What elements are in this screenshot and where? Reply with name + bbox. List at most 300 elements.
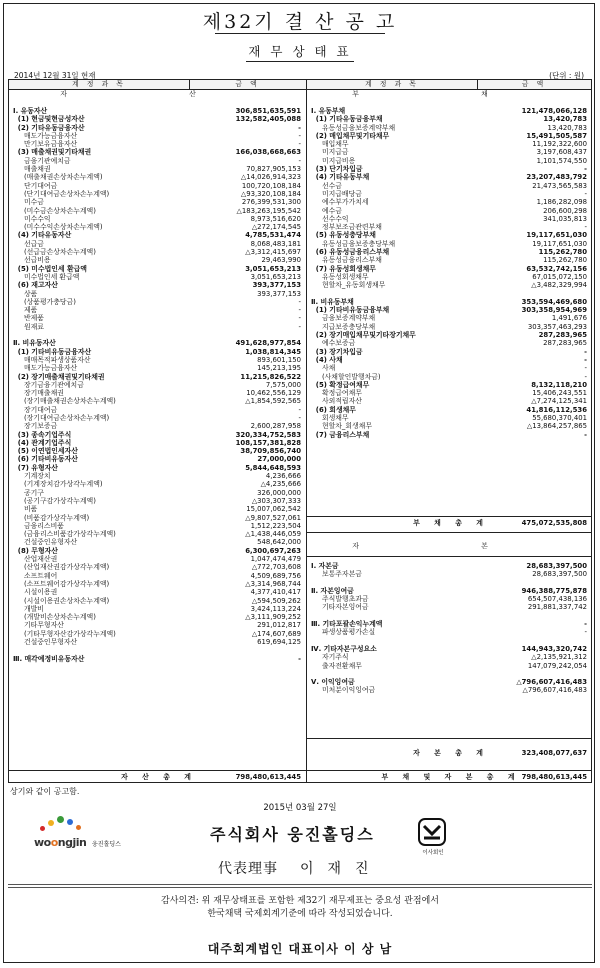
equity-account-name: Ⅰ. 자본금 <box>311 562 339 570</box>
left-account-name: (6) 기타비유동자산 <box>13 455 78 464</box>
company-seal-icon <box>418 818 446 846</box>
right-account-name: 현할차_유동회생채무 <box>311 281 386 290</box>
left-amount: 8,068,483,181 <box>250 239 301 248</box>
left-account-name: (매출채권손상차손누계액) <box>13 173 103 182</box>
left-amount: - <box>298 140 301 149</box>
left-row <box>13 290 305 298</box>
left-row <box>13 298 305 306</box>
left-account-name: 기타무형자산 <box>13 621 64 630</box>
right-amount: △7,274,125,341 <box>531 397 587 406</box>
right-row <box>311 422 591 430</box>
left-row <box>13 381 305 389</box>
left-account-name: 개발비 <box>13 604 44 613</box>
left-row <box>13 431 305 439</box>
equity-amount: 291,881,337,742 <box>527 603 587 612</box>
equity-amount: 946,388,775,878 <box>521 586 587 595</box>
left-account-name: (2) 장기매출채권및기타채권 <box>13 372 105 381</box>
right-row <box>311 148 591 156</box>
left-account-name: (기타무형자산감가상각누계액) <box>13 629 116 638</box>
left-account-name: 비품 <box>13 505 38 514</box>
right-row <box>311 364 591 372</box>
asset-total-value: 798,480,613,445 <box>235 773 301 781</box>
right-account-name: 현할차_회생채무 <box>311 422 372 431</box>
right-row <box>311 281 591 289</box>
right-row <box>311 215 591 223</box>
left-row <box>13 148 305 156</box>
left-row <box>13 215 305 223</box>
left-account-name: 매도가능금융자산 <box>13 131 78 140</box>
right-account-name: (2) 장기매입채무및기타장기채무 <box>311 331 416 340</box>
right-account-name: 유동성금융리스부채 <box>311 256 382 265</box>
left-amount: 491,628,977,854 <box>235 339 301 348</box>
equity-row <box>311 628 591 636</box>
divider-1 <box>8 884 592 885</box>
left-amount: 4,236,666 <box>265 472 301 481</box>
left-account-name: 금융리스비품 <box>13 521 64 530</box>
left-amount: - <box>298 314 301 323</box>
left-account-name: (6) 재고자산 <box>13 281 58 290</box>
left-account-name: (4) 관계기업주식 <box>13 438 72 447</box>
asset-total-row <box>13 772 305 782</box>
left-amount: 6,300,697,263 <box>245 546 301 555</box>
left-row <box>13 605 305 613</box>
equity-account-name: 보통주자본금 <box>311 570 362 579</box>
audit-line-1: 감사의견: 위 재무상태표를 포함한 제32기 재무제표는 중요성 관점에서 <box>161 896 439 906</box>
liab-total-top-line <box>307 516 591 517</box>
left-row <box>13 364 305 372</box>
left-amount: - <box>298 123 301 132</box>
equity-amount: △796,607,416,483 <box>516 678 587 687</box>
left-account-name: (개발비손상차손누계액) <box>13 613 96 622</box>
left-amount: - <box>298 131 301 140</box>
left-account-name: (3) 종속기업주식 <box>13 430 72 439</box>
left-account-name: (금융리스비품감가상각누계액) <box>13 530 116 539</box>
left-account-name: 소프트웨어 <box>13 571 58 580</box>
right-amount: 15,491,505,587 <box>526 131 587 140</box>
right-row <box>311 115 591 123</box>
left-account-name: (4) 기타유동자산 <box>13 231 72 240</box>
right-account-name: 유동성회생채무 <box>311 272 369 281</box>
left-account-name: 선급금 <box>13 239 44 248</box>
left-amount: △1,438,446,059 <box>245 530 301 539</box>
right-account-name: 미지급비용 <box>311 156 356 165</box>
left-row <box>13 124 305 132</box>
right-account-name: (사채할인발행차금) <box>311 372 381 381</box>
left-account-name: 공기구 <box>13 488 44 497</box>
right-account-name: 예수부가가치세 <box>311 198 369 207</box>
liabilities-total-value: 475,072,535,808 <box>521 519 587 527</box>
right-amount: 63,532,742,156 <box>526 264 587 273</box>
right-account-name: 미지급배당금 <box>311 189 362 198</box>
left-row <box>13 497 305 505</box>
left-amount: - <box>298 322 301 331</box>
right-amount: 3,197,608,437 <box>536 148 587 157</box>
right-row <box>311 406 591 414</box>
left-account-name: 시설이용권 <box>13 588 58 597</box>
balance-sheet-table <box>8 79 592 783</box>
right-account-name: (5) 확정급여채무 <box>311 380 370 389</box>
left-amount: 1,038,814,345 <box>245 347 301 356</box>
left-amount: 11,215,826,522 <box>240 372 301 381</box>
left-amount: 548,642,000 <box>257 538 301 547</box>
liabilities-total-label: 부 채 총 계 <box>413 519 489 527</box>
left-row <box>13 207 305 215</box>
left-account-name: (기계장치감가상각누계액) <box>13 480 103 489</box>
left-row <box>13 480 305 488</box>
left-amount: - <box>298 297 301 306</box>
right-account-name: (1) 기타비유동금융부채 <box>311 306 390 315</box>
equity-row <box>311 686 591 694</box>
equity-amount: △2,135,921,312 <box>531 653 587 662</box>
left-amount: 4,785,531,474 <box>245 231 301 240</box>
left-account-name: 상품 <box>13 289 38 298</box>
left-account-name: 원재료 <box>13 322 44 331</box>
left-account-name: (시설이용권손상차손누계액) <box>13 596 110 605</box>
liab-equity-total-label: 부 채 및 자 본 총 계 <box>381 773 521 781</box>
left-account-name: 만기보유금융자산 <box>13 140 78 149</box>
equity-row <box>311 603 591 611</box>
equity-account-name: Ⅳ. 기타자본구성요소 <box>311 644 377 653</box>
right-account-name: (6) 회생채무 <box>311 405 356 414</box>
right-amount: 11,192,322,600 <box>532 140 587 149</box>
left-account-name: (5) 이연법인세자산 <box>13 447 78 456</box>
right-account-name: 확정급여채무 <box>311 389 362 398</box>
right-account-name: 매입채무 <box>311 140 349 149</box>
left-row <box>13 397 305 405</box>
equity-account-name: 미처분이익잉여금 <box>311 686 376 695</box>
left-row <box>13 273 305 281</box>
equity-account-name: Ⅱ. 자본잉여금 <box>311 586 354 595</box>
left-row <box>13 505 305 513</box>
right-row <box>311 348 591 356</box>
left-account-name: (단기대여금손상차손누계액) <box>13 189 110 198</box>
title-underline <box>215 33 385 34</box>
right-account-name: (4) 기타유동부채 <box>311 173 370 182</box>
left-account-name: (장기매출채권손상차손누계액) <box>13 397 116 406</box>
left-account-name: Ⅱ. 비유동자산 <box>13 339 56 348</box>
left-amount: 393,377,153 <box>252 281 301 290</box>
center-divider <box>306 80 307 782</box>
equity-column <box>311 562 591 695</box>
notice-title: 제32기 결 산 공 고 <box>202 11 398 33</box>
liab-total-bottom-line <box>307 532 591 533</box>
left-amount: △3,111,909,252 <box>245 613 301 622</box>
right-row <box>311 273 591 281</box>
left-account-name: (미수수익손상차손누계액) <box>13 223 103 232</box>
seal-label: 이사회인 <box>422 850 444 856</box>
left-account-name: Ⅰ. 유동자산 <box>13 107 48 115</box>
left-amount: 1,047,474,479 <box>250 555 301 564</box>
right-row <box>311 298 591 306</box>
left-amount: 291,012,817 <box>257 621 301 630</box>
left-amount: - <box>298 156 301 165</box>
left-row <box>13 190 305 198</box>
right-account-name: 금융보증계약부채 <box>311 314 376 323</box>
left-amount: 15,007,062,542 <box>246 505 301 514</box>
equity-row <box>311 653 591 661</box>
left-row <box>13 580 305 588</box>
right-amount: - <box>584 364 587 373</box>
right-amount: 41,816,112,536 <box>526 405 587 414</box>
left-row <box>13 522 305 530</box>
equity-total-top-line <box>307 738 591 739</box>
left-account-name: 기계장치 <box>13 472 51 481</box>
right-account-name: Ⅰ. 유동부채 <box>311 107 346 115</box>
left-amount: 1,512,223,504 <box>250 521 301 530</box>
right-row <box>311 240 591 248</box>
equity-total-value: 323,408,077,637 <box>521 749 587 757</box>
right-row <box>311 290 591 298</box>
liabilities-column <box>311 107 591 439</box>
left-row <box>13 422 305 430</box>
logo-company-name: 웅진홀딩스 <box>92 841 121 848</box>
left-row <box>13 439 305 447</box>
left-row <box>13 281 305 289</box>
right-amount: 1,186,282,098 <box>536 198 587 207</box>
header-account-left: 계 정 과 목 <box>72 80 126 88</box>
left-amount: △14,026,914,323 <box>240 173 301 182</box>
header-divider-left <box>189 80 190 89</box>
woongjin-logo <box>34 816 154 856</box>
left-account-name: 미수법인세 환급액 <box>13 272 80 281</box>
right-amount: 13,420,783 <box>543 115 587 124</box>
left-amount: 145,213,195 <box>257 364 301 373</box>
left-amount: △9,807,527,061 <box>245 513 301 522</box>
left-row <box>13 638 305 646</box>
right-account-name: (1) 기타유동금융부채 <box>311 115 383 124</box>
right-account-name: 선수금 <box>311 181 342 190</box>
left-amount: - <box>298 654 301 663</box>
left-account-name: 단기대여금 <box>13 181 58 190</box>
equity-row <box>311 670 591 678</box>
left-row <box>13 240 305 248</box>
notice-text: 상기와 같이 공고함. <box>10 787 80 796</box>
left-amount: 4,377,410,417 <box>250 588 301 597</box>
left-row <box>13 256 305 264</box>
left-account-name: (공기구감가상각누계액) <box>13 496 96 505</box>
equity-account-name: 기타자본잉여금 <box>311 603 369 612</box>
left-row <box>13 331 305 339</box>
left-account-name: 장기보증금 <box>13 422 58 431</box>
right-account-name: (5) 유동성충당부채 <box>311 231 376 240</box>
left-row <box>13 231 305 239</box>
left-amount: 619,694,125 <box>257 638 301 646</box>
equity-top-line <box>307 556 591 557</box>
equity-account-name: Ⅴ. 이익잉여금 <box>311 678 355 687</box>
left-account-name: (소프트웨어감가상각누계액) <box>13 579 110 588</box>
left-account-name: (상품평가충당금) <box>13 297 76 306</box>
left-account-name: 제품 <box>13 306 38 315</box>
left-amount: 132,582,405,088 <box>235 115 301 124</box>
left-row <box>13 588 305 596</box>
left-row <box>13 314 305 322</box>
liabilities-section-label: 부 채 <box>352 90 548 98</box>
right-row <box>311 314 591 322</box>
right-account-name: 지급보증충당부채 <box>311 322 376 331</box>
left-row <box>13 489 305 497</box>
left-amount: 29,463,990 <box>261 256 301 265</box>
right-account-name: 사외적립자산 <box>311 397 362 406</box>
left-account-name: Ⅲ. 매각예정비유동자산 <box>13 654 85 663</box>
left-amount: 320,334,752,583 <box>235 430 301 439</box>
equity-amount: 654,507,438,136 <box>527 595 587 604</box>
asset-total-label: 자 산 총 계 <box>121 773 197 781</box>
left-row <box>13 621 305 629</box>
right-account-name: 유동성금융보증계약부채 <box>311 123 396 132</box>
left-account-name: 건설중인유형자산 <box>13 538 78 547</box>
right-account-name: 예수보증금 <box>311 339 356 348</box>
equity-account-name: 출자전환채무 <box>311 661 362 670</box>
left-row <box>13 646 305 654</box>
right-amount: 287,283,965 <box>538 331 587 340</box>
rep-title: 代表理事 <box>218 861 278 877</box>
left-account-name: 장기대여금 <box>13 405 58 414</box>
left-amount: 100,720,108,184 <box>241 181 301 190</box>
right-account-name: (3) 단기차입금 <box>311 165 363 174</box>
right-row <box>311 339 591 347</box>
right-amount: 115,262,780 <box>538 248 587 257</box>
left-amount: △183,263,195,542 <box>236 206 301 215</box>
left-account-name: 매매목적파생상품자산 <box>13 355 91 364</box>
right-amount: 115,262,780 <box>543 256 587 265</box>
left-account-name: 장기매출채권 <box>13 389 64 398</box>
right-row <box>311 265 591 273</box>
right-row <box>311 157 591 165</box>
left-row <box>13 132 305 140</box>
right-account-name: (3) 장기차입금 <box>311 347 363 356</box>
left-amount: 3,051,653,213 <box>250 272 301 281</box>
left-row <box>13 464 305 472</box>
left-amount: - <box>298 306 301 315</box>
right-amount: 1,491,676 <box>551 314 587 323</box>
left-amount: 306,851,635,591 <box>235 107 301 115</box>
right-amount: 21,473,565,583 <box>532 181 587 190</box>
right-account-name: 정부보조금관련부채 <box>311 223 382 232</box>
equity-amount: 28,683,397,500 <box>526 562 587 570</box>
left-amount: 893,601,150 <box>257 355 301 364</box>
equity-amount: - <box>584 620 587 629</box>
equity-row <box>311 612 591 620</box>
right-account-name: (6) 유동성금융리스부채 <box>311 248 390 257</box>
left-account-name: 건설중인무형자산 <box>13 638 78 646</box>
table-header <box>9 80 591 90</box>
right-account-name: 유동성금융보증충당부채 <box>311 239 396 248</box>
left-amount: 27,000,000 <box>257 455 301 464</box>
left-account-name: (1) 현금및현금성자산 <box>13 115 85 124</box>
right-account-name: 사채 <box>311 364 336 373</box>
left-amount: 38,709,856,740 <box>240 447 301 456</box>
left-amount: △303,307,333 <box>251 496 301 505</box>
left-amount: 4,509,689,756 <box>250 571 301 580</box>
audit-opinion <box>0 895 600 921</box>
left-amount: △1,854,592,565 <box>245 397 301 406</box>
right-row <box>311 173 591 181</box>
header-amount-right: 금 액 <box>521 80 547 88</box>
left-account-name: (5) 미수법인세 환급액 <box>13 264 87 273</box>
left-account-name: 미수금 <box>13 198 44 207</box>
left-row <box>13 173 305 181</box>
right-amount: - <box>584 347 587 356</box>
left-amount: △772,703,608 <box>251 563 301 572</box>
left-row <box>13 373 305 381</box>
representative <box>218 858 383 878</box>
liab-equity-total-value: 798,480,613,445 <box>521 773 587 781</box>
right-row <box>311 356 591 364</box>
left-row <box>13 348 305 356</box>
left-account-name: 금융기관예치금 <box>13 156 71 165</box>
left-amount: △174,607,689 <box>251 629 301 638</box>
header-amount-left: 금 액 <box>235 80 260 88</box>
publication-date: 2015년 03월 27일 <box>263 803 337 813</box>
right-amount: 67,015,072,150 <box>532 272 587 281</box>
right-row <box>311 431 591 439</box>
left-account-name: (7) 유형자산 <box>13 463 58 472</box>
left-row <box>13 265 305 273</box>
left-amount: 5,844,648,593 <box>245 463 301 472</box>
left-amount: △3,312,415,697 <box>245 248 301 257</box>
right-row <box>311 124 591 132</box>
right-row <box>311 140 591 148</box>
left-row <box>13 655 305 663</box>
logo-wordmark: woongjin <box>34 836 87 849</box>
left-account-name: 미수수익 <box>13 214 51 223</box>
left-row <box>13 306 305 314</box>
equity-amount: 28,683,397,500 <box>532 570 587 579</box>
left-row <box>13 182 305 190</box>
left-amount: △3,314,968,744 <box>245 579 301 588</box>
right-amount: 13,420,783 <box>547 123 587 132</box>
right-amount: 303,357,463,293 <box>527 322 587 331</box>
left-account-name: 선급비용 <box>13 256 51 265</box>
right-amount: - <box>584 189 587 198</box>
equity-account-name: Ⅲ. 기타포괄손익누계액 <box>311 620 383 629</box>
right-amount: 353,594,469,680 <box>521 297 587 306</box>
right-row <box>311 132 591 140</box>
right-amount: 287,283,965 <box>543 339 587 348</box>
right-account-name: 예수금 <box>311 206 342 215</box>
equity-section-label: 자 본 <box>352 542 548 550</box>
left-amount: 3,424,113,224 <box>250 604 301 613</box>
left-amount: 108,157,381,828 <box>235 438 301 447</box>
right-row <box>311 182 591 190</box>
equity-amount: △796,607,416,483 <box>522 686 587 695</box>
left-row <box>13 248 305 256</box>
rep-name: 이재진 <box>300 861 383 877</box>
right-account-name: Ⅱ. 비유동부채 <box>311 297 354 306</box>
right-row <box>311 231 591 239</box>
left-amount: △4,235,666 <box>260 480 301 489</box>
liabilities-total-row <box>311 518 591 528</box>
equity-row <box>311 645 591 653</box>
right-amount: 303,358,954,969 <box>521 306 587 315</box>
right-amount: 206,600,298 <box>543 206 587 215</box>
left-amount: △594,509,262 <box>251 596 301 605</box>
left-row <box>13 323 305 331</box>
right-amount: 23,207,483,792 <box>526 173 587 182</box>
left-row <box>13 538 305 546</box>
left-account-name: (3) 매출채권및기타채권 <box>13 148 92 157</box>
left-account-name: 반제품 <box>13 314 44 323</box>
left-account-name: (산업재산권감가상각누계액) <box>13 563 110 572</box>
equity-row <box>311 579 591 587</box>
right-row <box>311 373 591 381</box>
equity-row <box>311 587 591 595</box>
equity-account-name: 주식발행초과금 <box>311 595 369 604</box>
left-amount: - <box>298 413 301 422</box>
divider-2 <box>8 887 592 888</box>
right-amount: 1,101,574,550 <box>536 156 587 165</box>
left-account-name: 매출채권 <box>13 165 51 174</box>
